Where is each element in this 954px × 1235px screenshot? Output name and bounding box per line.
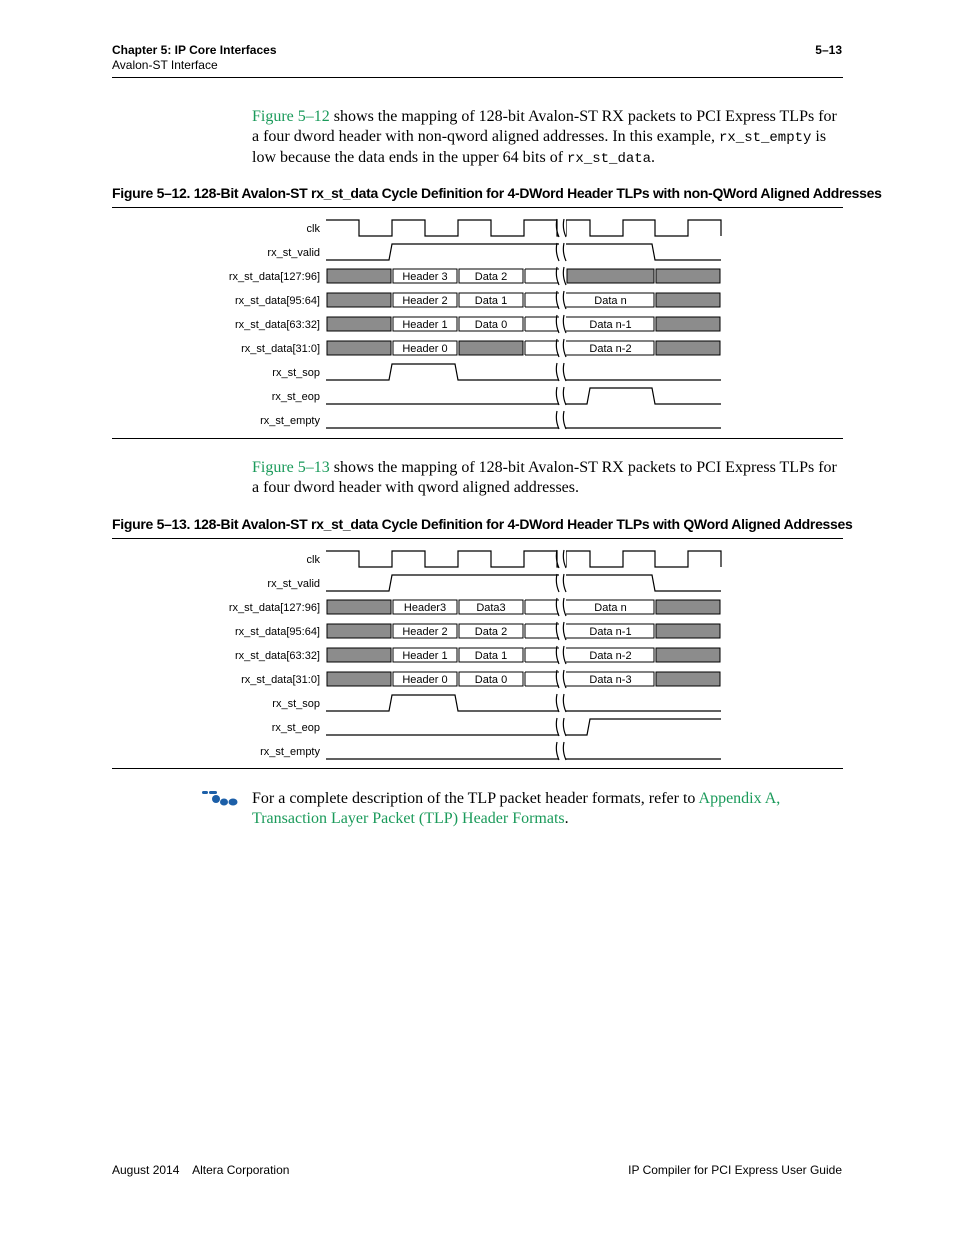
bus-value-label: Data n-2 <box>589 343 632 355</box>
signal-label-rx-st-data-127-96-: rx_st_data[127:96] <box>228 602 320 614</box>
code-rx-st-empty: rx_st_empty <box>718 130 812 146</box>
figure-5-13-top-rule <box>112 538 843 539</box>
figure-5-13-timing-diagram <box>0 541 954 769</box>
bus-value-label: Data 1 <box>474 295 508 307</box>
bus-value-label: Data 0 <box>474 674 508 686</box>
signal-label-rx-st-valid: rx_st_valid <box>267 247 320 259</box>
bus-3-segment-5 <box>656 293 720 307</box>
signal-label-rx-st-data-63-32-: rx_st_data[63:32] <box>234 650 320 662</box>
bus-value-label: Data n-1 <box>589 319 632 331</box>
signal-label-clk: clk <box>306 223 320 235</box>
bus-3-segment-0 <box>327 624 391 638</box>
signal-label-rx-st-data-127-96-: rx_st_data[127:96] <box>228 271 320 283</box>
bus-2-segment-4 <box>567 269 654 283</box>
figure-5-12-caption: Figure 5–12. 128-Bit Avalon-ST rx_st_data Cycle Definition for 4-DWord Header TLPs with non-QWord Aligned Addresses <box>112 185 882 201</box>
bus-value-label: Header 3 <box>402 271 448 283</box>
bus-value-label: Header 2 <box>402 295 448 307</box>
signal-label-rx-st-empty: rx_st_empty <box>260 415 320 427</box>
signal-label-clk: clk <box>306 554 320 566</box>
clk-waveform <box>326 220 721 236</box>
figure-5-12-bottom-rule <box>112 438 843 439</box>
bus-value-label: Header 0 <box>402 674 448 686</box>
signal-label-rx-st-empty: rx_st_empty <box>260 746 320 758</box>
page-number: 5–13 <box>815 43 842 57</box>
bus-3-segment-3 <box>525 293 559 307</box>
bus-value-label: Header3 <box>403 602 447 614</box>
bus-5-segment-0 <box>327 341 391 355</box>
figure-5-12-top-rule <box>112 207 843 208</box>
figure-5-13-caption: Figure 5–13. 128-Bit Avalon-ST rx_st_data Cycle Definition for 4-DWord Header TLPs with QWord Aligned Addresses <box>112 516 853 532</box>
bus-4-segment-0 <box>327 317 391 331</box>
bus-value-label: Data n-3 <box>589 674 632 686</box>
bus-2-segment-5 <box>656 600 720 614</box>
bus-2-segment-0 <box>327 600 391 614</box>
bus-value-label: Data n-2 <box>589 650 632 662</box>
signal-label-rx-st-data-31-0-: rx_st_data[31:0] <box>241 674 320 686</box>
running-header-section: Avalon-ST Interface <box>112 58 218 72</box>
bus-2-segment-5 <box>656 269 720 283</box>
signal-label-rx-st-sop: rx_st_sop <box>272 698 320 710</box>
para1-text1: shows the mapping of 128-bit Avalon-ST RX packets to PCI Express TLPs for a four dword header with non-qword aligned addresses. In this example, <box>252 108 837 145</box>
bus-value-label: Data n-1 <box>589 626 632 638</box>
bus-value-label: Data n <box>594 295 627 307</box>
figure-5-12-link[interactable]: Figure 5–12 <box>252 108 330 125</box>
signal-label-rx-st-eop: rx_st_eop <box>271 722 320 734</box>
paragraph-fig12-intro <box>252 107 844 169</box>
signal-label-rx-st-data-63-32-: rx_st_data[63:32] <box>234 319 320 331</box>
signal-label-rx-st-valid: rx_st_valid <box>267 578 320 590</box>
para1-text2: is low because the data ends in the upper 64 bits of <box>252 128 827 166</box>
bus-value-label: Header 1 <box>402 650 448 662</box>
bus-4-segment-3 <box>525 648 559 662</box>
bus-2-segment-0 <box>327 269 391 283</box>
bus-5-segment-5 <box>656 672 720 686</box>
para1-text3: . <box>651 149 656 166</box>
bus-value-label: Header 1 <box>402 319 448 331</box>
hand-pointer-note-icon <box>200 790 240 808</box>
signal-label-rx-st-sop: rx_st_sop <box>272 367 320 379</box>
bus-4-segment-5 <box>656 648 720 662</box>
header-rule <box>112 77 843 78</box>
bus-value-label: Data3 <box>476 602 506 614</box>
rx-st-eop-waveform <box>326 388 721 404</box>
signal-label-rx-st-eop: rx_st_eop <box>271 391 320 403</box>
bus-3-segment-5 <box>656 624 720 638</box>
code-rx-st-data: rx_st_data <box>567 151 652 167</box>
bus-2-segment-3 <box>525 269 559 283</box>
figure-5-13-link[interactable]: Figure 5–13 <box>252 459 330 476</box>
bus-5-segment-3 <box>525 672 559 686</box>
bus-value-label: Header 0 <box>402 343 448 355</box>
bus-3-segment-0 <box>327 293 391 307</box>
running-header-chapter: Chapter 5: IP Core Interfaces <box>112 43 277 57</box>
bus-value-label: Data 2 <box>474 626 508 638</box>
note-text: For a complete description of the TLP packet header formats, refer to <box>252 790 699 807</box>
note-end: . <box>564 810 569 827</box>
bus-4-segment-3 <box>525 317 559 331</box>
footer-left: August 2014 Altera Corporation <box>112 1163 290 1177</box>
signal-label-rx-st-data-95-64-: rx_st_data[95:64] <box>234 626 320 638</box>
figure-5-13-bottom-rule <box>112 768 843 769</box>
signal-label-rx-st-data-31-0-: rx_st_data[31:0] <box>241 343 320 355</box>
appendix-a-link[interactable]: Appendix A, Transaction Layer Packet (TLP) Header Formats <box>252 790 781 827</box>
bus-value-label: Data n <box>594 602 627 614</box>
bus-value-label: Data 1 <box>474 650 508 662</box>
bus-value-label: Header 2 <box>402 626 448 638</box>
bus-value-label: Data 2 <box>474 271 508 283</box>
clk-waveform <box>326 551 721 567</box>
rx-st-eop-waveform <box>326 719 721 735</box>
bus-4-segment-0 <box>327 648 391 662</box>
bus-5-segment-5 <box>656 341 720 355</box>
rx-st-valid-waveform <box>326 244 721 260</box>
figure-5-12-timing-diagram <box>0 210 954 438</box>
para2-text: shows the mapping of 128-bit Avalon-ST RX packets to PCI Express TLPs for a four dword header with qword aligned addresses. <box>252 459 837 496</box>
paragraph-fig13-intro <box>252 458 844 498</box>
bus-4-segment-5 <box>656 317 720 331</box>
note-paragraph <box>252 789 844 829</box>
rx-st-sop-waveform <box>326 364 721 380</box>
rx-st-sop-waveform <box>326 695 721 711</box>
bus-value-label: Data 0 <box>474 319 508 331</box>
bus-5-segment-3 <box>525 341 559 355</box>
bus-3-segment-3 <box>525 624 559 638</box>
bus-5-segment-0 <box>327 672 391 686</box>
footer-title: IP Compiler for PCI Express User Guide <box>628 1163 842 1177</box>
bus-2-segment-3 <box>525 600 559 614</box>
signal-label-rx-st-data-95-64-: rx_st_data[95:64] <box>234 295 320 307</box>
bus-5-segment-2 <box>459 341 523 355</box>
rx-st-valid-waveform <box>326 575 721 591</box>
